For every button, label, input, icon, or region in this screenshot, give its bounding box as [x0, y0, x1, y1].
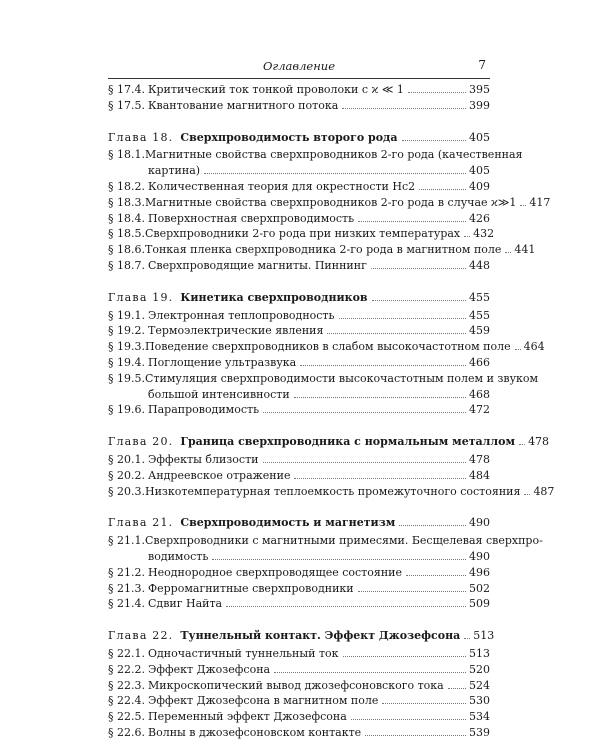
section-title: Волны в джозефсоновском контакте [148, 725, 362, 739]
dot-leader [263, 412, 466, 413]
section-number: § 18.7. [108, 258, 145, 272]
section-entry[interactable] [108, 581, 490, 597]
section-title-cont: водимость [148, 549, 209, 563]
section-entry[interactable] [108, 339, 545, 355]
section-number: § 18.3. [108, 195, 145, 209]
section-title: Критический ток тонкой проволоки с ϰ ≪ 1 [148, 83, 404, 96]
section-page: 426 [469, 211, 490, 225]
dot-leader [300, 365, 466, 366]
dot-leader [342, 108, 466, 109]
section-title: Магнитные свойства сверхпроводников 2-го рода (качественная [145, 148, 523, 162]
section-title: Сверхпроводящие магниты. Пиннинг [148, 258, 367, 272]
chapter-label: Глава 22. [108, 629, 174, 643]
section-number: § 22.3. [108, 678, 145, 692]
section-page: 530 [469, 694, 490, 708]
section-number: § 22.2. [108, 662, 145, 676]
section-number: § 18.4. [108, 211, 145, 225]
section-page: 459 [469, 324, 490, 338]
dot-leader [339, 318, 466, 319]
section-title: Количественная теория для окрестности Hc2 [148, 179, 416, 193]
dot-leader [382, 703, 466, 704]
chapter-entry[interactable] [108, 290, 490, 306]
dot-leader [515, 349, 521, 350]
dot-leader [226, 606, 466, 607]
section-number: § 21.4. [108, 597, 145, 611]
section-title: Тонкая пленка сверхпроводника 2-го рода в магнитном поле [145, 243, 502, 257]
dot-leader [402, 140, 467, 141]
section-page: 395 [469, 83, 490, 96]
section-page: 472 [469, 403, 490, 417]
section-title: Неоднородное сверхпроводящее состояние [148, 565, 402, 579]
section-number: § 17.5. [108, 98, 145, 112]
section-title: Сверхпроводники 2-го рода при низких температурах [145, 227, 461, 241]
section-page: 520 [469, 662, 490, 676]
dot-leader [372, 300, 466, 301]
section-number: § 22.1. [108, 646, 145, 660]
section-title: Электронная теплопроводность [148, 308, 335, 322]
dot-leader [358, 221, 466, 222]
section-title: Поверхностная сверхпроводимость [148, 211, 355, 225]
section-number: § 18.1. [108, 148, 145, 162]
dot-leader [212, 559, 466, 560]
dot-leader [358, 591, 466, 592]
section-page: 441 [514, 243, 536, 257]
dot-leader [294, 478, 466, 479]
section-entry[interactable] [108, 82, 490, 98]
section-entry[interactable] [108, 709, 490, 725]
section-title: Ферромагнитные сверхпроводники [148, 581, 354, 595]
dot-leader [448, 688, 466, 689]
chapter-page: 405 [469, 130, 490, 144]
section-entry[interactable] [108, 195, 551, 211]
section-title: Одночастичный туннельный ток [148, 646, 339, 660]
section-entry[interactable] [108, 179, 490, 195]
section-entry[interactable] [108, 242, 536, 258]
section-entry[interactable] [108, 725, 490, 741]
section-entry[interactable] [108, 371, 539, 403]
section-entry[interactable] [108, 147, 523, 179]
section-entry[interactable] [108, 693, 490, 709]
section-number: § 20.1. [108, 452, 145, 466]
section-page: 524 [469, 678, 490, 692]
chapter-page: 455 [469, 290, 490, 304]
running-header [108, 58, 490, 79]
section-title: Низкотемпературная теплоемкость промежуточного состояния [145, 484, 521, 498]
section-number: § 19.6. [108, 403, 145, 417]
dot-leader [419, 189, 466, 190]
section-page: 534 [469, 710, 490, 724]
section-page: 399 [469, 98, 490, 112]
section-number: § 20.2. [108, 468, 145, 482]
section-page: 487 [533, 484, 555, 498]
chapter-page: 490 [469, 516, 490, 530]
section-title: Поведение сверхпроводников в слабом высокочастотном поле [145, 340, 511, 354]
section-title: Эффект Джозефсона в магнитном поле [148, 694, 379, 708]
section-entry[interactable] [108, 484, 555, 500]
section-entry[interactable] [108, 678, 490, 694]
section-entry[interactable] [108, 355, 490, 371]
section-entry[interactable] [108, 646, 490, 662]
chapter-page: 513 [473, 629, 495, 643]
dot-leader [505, 252, 511, 253]
section-number: § 22.5. [108, 710, 145, 724]
chapter-entry[interactable] [108, 434, 550, 450]
dot-leader [519, 444, 525, 445]
chapter-entry[interactable] [108, 628, 495, 644]
section-page: 409 [469, 179, 490, 193]
section-number: § 20.3. [108, 484, 145, 498]
dot-leader [263, 462, 467, 463]
section-entry[interactable] [108, 323, 490, 339]
section-number: § 19.5. [108, 371, 145, 385]
section-page: 455 [469, 308, 490, 322]
section-title: Эффекты близости [148, 452, 259, 466]
section-number: § 21.2. [108, 565, 145, 579]
dot-leader [204, 173, 466, 174]
dot-leader [351, 719, 466, 720]
section-entry[interactable] [108, 596, 490, 612]
dot-leader [274, 672, 466, 673]
chapter-title: Сверхпроводимость и магнетизм [180, 516, 396, 530]
section-title: Эффект Джозефсона [148, 662, 271, 676]
dot-leader [294, 397, 466, 398]
section-page: 466 [469, 355, 490, 369]
chapter-title: Кинетика сверхпроводников [180, 290, 368, 304]
section-title: Сдвиг Найта [148, 597, 223, 611]
section-page: 405 [469, 164, 490, 178]
section-number: § 22.4. [108, 694, 145, 708]
section-page: 509 [469, 597, 490, 611]
section-entry[interactable] [108, 258, 490, 274]
section-page: 502 [469, 581, 490, 595]
section-number: § 19.1. [108, 308, 145, 322]
dot-leader [399, 525, 466, 526]
dot-leader [406, 575, 466, 576]
section-page: 417 [529, 195, 551, 209]
dot-leader [371, 268, 466, 269]
section-number: § 19.3. [108, 340, 145, 354]
section-title: Андреевское отражение [148, 468, 291, 482]
chapter-title: Туннельный контакт. Эффект Джозефсона [180, 629, 461, 643]
section-entry[interactable] [108, 452, 490, 468]
section-title: Магнитные свойства сверхпроводников 2-го рода в случае ϰ≫1 [145, 195, 517, 209]
section-number: § 18.6. [108, 243, 145, 257]
section-number: § 21.1. [108, 534, 145, 548]
section-number: § 19.4. [108, 355, 145, 369]
section-title: Переменный эффект Джозефсона [148, 710, 347, 724]
section-title: Микроскопический вывод джозефсоновского тока [148, 678, 444, 692]
section-title: Парапроводимость [148, 403, 260, 417]
dot-leader [464, 638, 470, 639]
section-entry[interactable] [108, 468, 490, 484]
section-entry[interactable] [108, 533, 543, 565]
chapter-label: Глава 19. [108, 290, 174, 304]
dot-leader [343, 656, 466, 657]
section-entry[interactable] [108, 662, 490, 678]
section-entry[interactable] [108, 98, 490, 114]
table-of-contents [108, 82, 555, 741]
section-number: § 17.4. [108, 83, 145, 96]
section-number: § 21.3. [108, 581, 145, 595]
section-page: 468 [469, 387, 490, 401]
section-page: 513 [469, 646, 490, 660]
section-page: 432 [473, 227, 495, 241]
section-title-cont: картина) [148, 164, 201, 178]
dot-leader [464, 236, 470, 237]
chapter-title: Сверхпроводимость второго рода [180, 130, 398, 144]
section-entry[interactable] [108, 211, 490, 227]
chapter-entry[interactable] [108, 515, 490, 531]
header-title: Оглавление [262, 59, 336, 73]
section-page: 484 [469, 468, 490, 482]
chapter-page: 478 [528, 435, 550, 449]
section-entry[interactable] [108, 308, 490, 324]
section-title: Квантование магнитного потока [148, 98, 339, 112]
dot-leader [327, 333, 466, 334]
section-number: § 22.6. [108, 725, 145, 739]
section-number: § 18.5. [108, 227, 145, 241]
section-title: Сверхпроводники с магнитными примесями. Бесщелевая сверхпро- [145, 534, 543, 548]
chapter-label: Глава 21. [108, 516, 174, 530]
section-page: 478 [469, 452, 490, 466]
chapter-entry[interactable] [108, 130, 490, 146]
section-title-cont: большой интенсивности [148, 387, 290, 401]
section-title: Термоэлектрические явления [148, 324, 324, 338]
section-number: § 19.2. [108, 324, 145, 338]
section-number: § 18.2. [108, 179, 145, 193]
dot-leader [524, 494, 530, 495]
section-title: Поглощение ультразвука [148, 355, 297, 369]
dot-leader [365, 735, 466, 736]
section-entry[interactable] [108, 402, 490, 418]
chapter-title: Граница сверхпроводника с нормальным металлом [180, 435, 516, 449]
header-page-number: 7 [478, 58, 486, 72]
dot-leader [520, 205, 526, 206]
section-page: 539 [469, 725, 490, 739]
section-entry[interactable] [108, 565, 490, 581]
chapter-label: Глава 20. [108, 435, 174, 449]
section-page: 448 [469, 258, 490, 272]
section-page: 496 [469, 565, 490, 579]
section-page: 464 [523, 340, 545, 354]
section-title: Стимуляция сверхпроводимости высокочастотным полем и звуком [145, 371, 539, 385]
chapter-label: Глава 18. [108, 130, 174, 144]
dot-leader [408, 92, 466, 93]
section-page: 490 [469, 549, 490, 563]
section-entry[interactable] [108, 226, 495, 242]
